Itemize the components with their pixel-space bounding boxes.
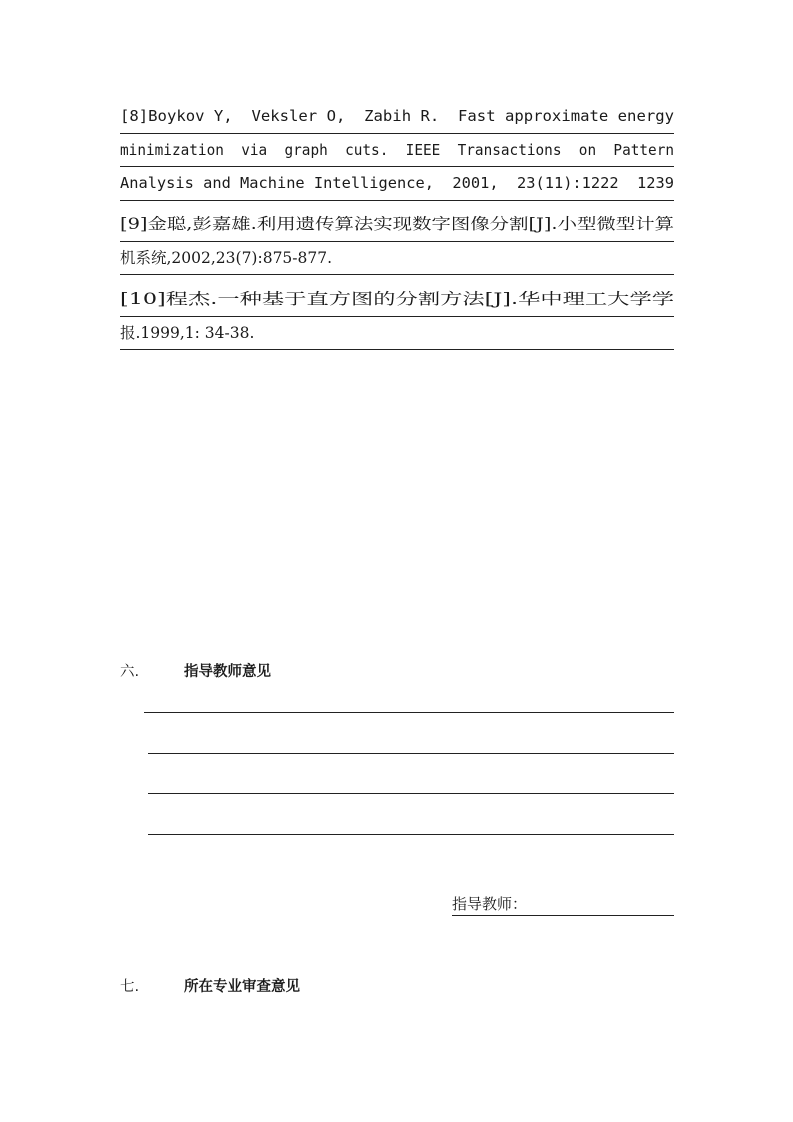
advisor-signature-field[interactable] xyxy=(452,893,674,916)
reference-text: Analysis and Machine Intelligence, 2001, 23(11):1222 1239 xyxy=(120,174,674,192)
opinion-line xyxy=(148,793,674,794)
reference-line xyxy=(120,317,674,351)
reference-text: [10]程杰.一种基于直方图的分割方法[J].华中理工大学学 xyxy=(120,290,674,308)
reference-text: 机系统,2002,23(7):875-877. xyxy=(120,248,333,267)
reference-text: [8]Boykov Y, Veksler O, Zabih R. Fast approximate energy xyxy=(120,107,674,125)
reference-9 xyxy=(120,208,674,275)
section-heading-advisor-opinion xyxy=(120,660,271,681)
reference-text: [9]金聪,彭嘉雄.利用遗传算法实现数字图像分割[J].小型微型计算 xyxy=(120,215,674,233)
opinion-line xyxy=(144,712,674,713)
reference-10 xyxy=(120,283,674,350)
signature-label: 指导教师： xyxy=(452,895,528,913)
opinion-line xyxy=(148,753,674,754)
reference-text: 报.1999,1: 34-38. xyxy=(120,323,255,342)
section-title: 所在专业审查意见 xyxy=(184,979,300,995)
reference-line xyxy=(120,208,674,242)
section-number: 六. xyxy=(120,664,140,680)
reference-line xyxy=(120,283,674,317)
reference-line xyxy=(120,167,674,201)
reference-text: minimization via graph cuts. IEEE Transactions on Pattern xyxy=(120,140,674,159)
reference-line xyxy=(120,134,674,168)
section-title: 指导教师意见 xyxy=(184,664,271,680)
section-number: 七. xyxy=(120,979,140,995)
reference-8 xyxy=(120,100,674,201)
reference-line xyxy=(120,242,674,276)
opinion-line xyxy=(148,834,674,835)
section-heading-major-review xyxy=(120,975,300,996)
reference-line xyxy=(120,100,674,134)
